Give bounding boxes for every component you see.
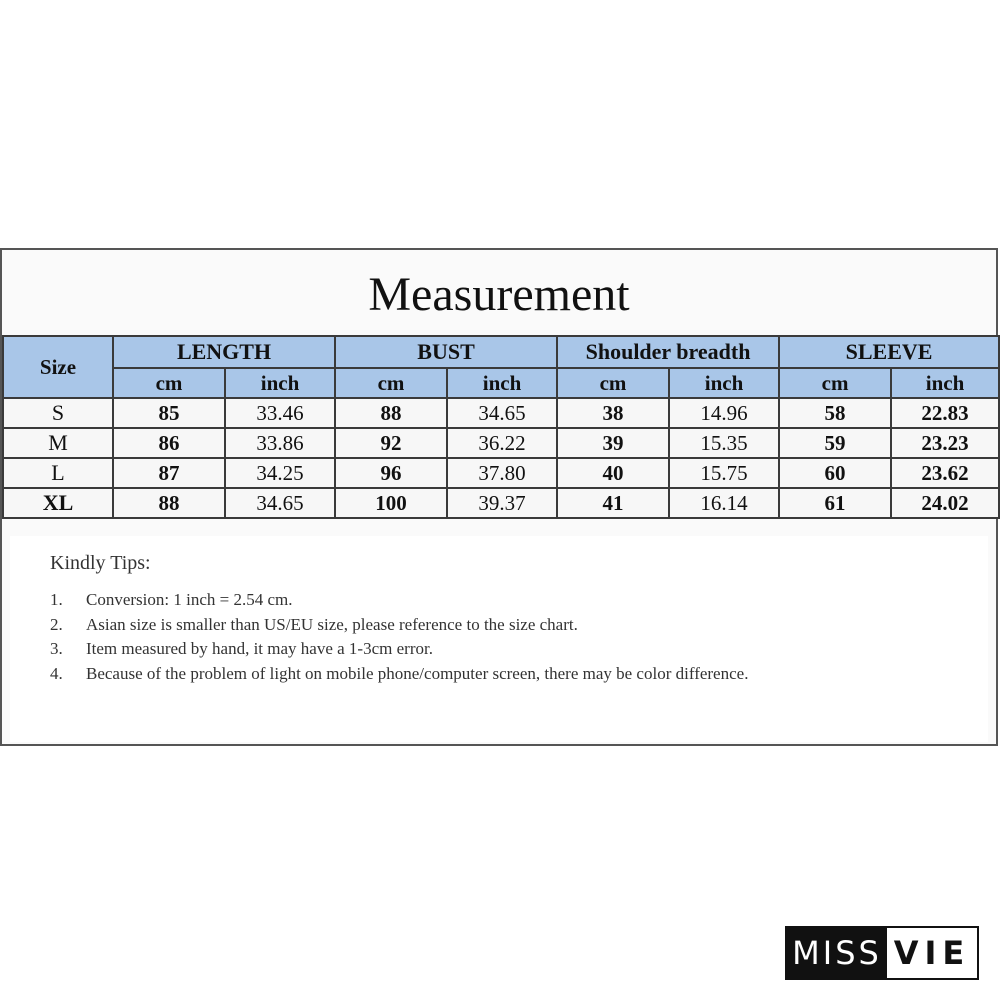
value-cell: 15.35 (669, 428, 779, 458)
unit-header: inch (669, 368, 779, 398)
size-chart (0, 248, 998, 746)
list-number: 1. (50, 590, 63, 609)
group-header-sleeve: SLEEVE (779, 336, 999, 368)
logo-right-text: VIE (893, 934, 971, 972)
unit-header: cm (557, 368, 669, 398)
value-cell: 59 (779, 428, 891, 458)
value-cell: 16.14 (669, 488, 779, 518)
group-header-bust: BUST (335, 336, 557, 368)
list-number: 3. (50, 639, 63, 658)
list-text: Item measured by hand, it may have a 1-3cm error. (86, 639, 433, 658)
table-row (3, 488, 999, 518)
brand-logo (785, 926, 979, 980)
unit-header: inch (225, 368, 335, 398)
list-item (50, 637, 890, 662)
table-row (3, 398, 999, 428)
size-cell: XL (3, 488, 113, 518)
value-cell: 33.46 (225, 398, 335, 428)
value-cell: 86 (113, 428, 225, 458)
list-text: Asian size is smaller than US/EU size, please reference to the size chart. (86, 614, 578, 634)
size-table (2, 335, 1000, 519)
table-row (3, 458, 999, 488)
value-cell: 33.86 (225, 428, 335, 458)
value-cell: 85 (113, 398, 225, 428)
size-cell: M (3, 428, 113, 458)
group-header-length: LENGTH (113, 336, 335, 368)
value-cell: 38 (557, 398, 669, 428)
value-cell: 87 (113, 458, 225, 488)
tips-panel (10, 536, 988, 742)
unit-header: cm (113, 368, 225, 398)
unit-header: cm (335, 368, 447, 398)
value-cell: 58 (779, 398, 891, 428)
value-cell: 92 (335, 428, 447, 458)
logo-left-text: MISS (787, 928, 887, 978)
tips-list (50, 588, 890, 686)
size-cell: S (3, 398, 113, 428)
value-cell: 60 (779, 458, 891, 488)
value-cell: 96 (335, 458, 447, 488)
value-cell: 41 (557, 488, 669, 518)
value-cell: 24.02 (891, 488, 999, 518)
value-cell: 37.80 (447, 458, 557, 488)
size-cell: L (3, 458, 113, 488)
value-cell: 36.22 (447, 428, 557, 458)
list-number: 2. (50, 614, 63, 634)
value-cell: 22.83 (891, 398, 999, 428)
value-cell: 88 (113, 488, 225, 518)
list-item (50, 662, 890, 687)
table-row (3, 428, 999, 458)
value-cell: 14.96 (669, 398, 779, 428)
value-cell: 39 (557, 428, 669, 458)
value-cell: 34.25 (225, 458, 335, 488)
value-cell: 15.75 (669, 458, 779, 488)
unit-header: cm (779, 368, 891, 398)
value-cell: 34.65 (447, 398, 557, 428)
value-cell: 40 (557, 458, 669, 488)
chart-title: Measurement (368, 268, 630, 321)
list-text: Because of the problem of light on mobile phone/computer screen, there may be color difference. (86, 663, 749, 683)
tips-title: Kindly Tips: (50, 552, 151, 574)
value-cell: 23.62 (891, 458, 999, 488)
value-cell: 61 (779, 488, 891, 518)
list-item (50, 588, 890, 613)
value-cell: 23.23 (891, 428, 999, 458)
group-header-shoulder: Shoulder breadth (557, 336, 779, 368)
value-cell: 34.65 (225, 488, 335, 518)
value-cell: 88 (335, 398, 447, 428)
list-number: 4. (50, 663, 63, 683)
list-item (50, 613, 890, 638)
value-cell: 39.37 (447, 488, 557, 518)
unit-header: inch (447, 368, 557, 398)
unit-header: inch (891, 368, 999, 398)
value-cell: 100 (335, 488, 447, 518)
list-text: Conversion: 1 inch = 2.54 cm. (86, 590, 293, 609)
size-header: Size (3, 336, 113, 398)
